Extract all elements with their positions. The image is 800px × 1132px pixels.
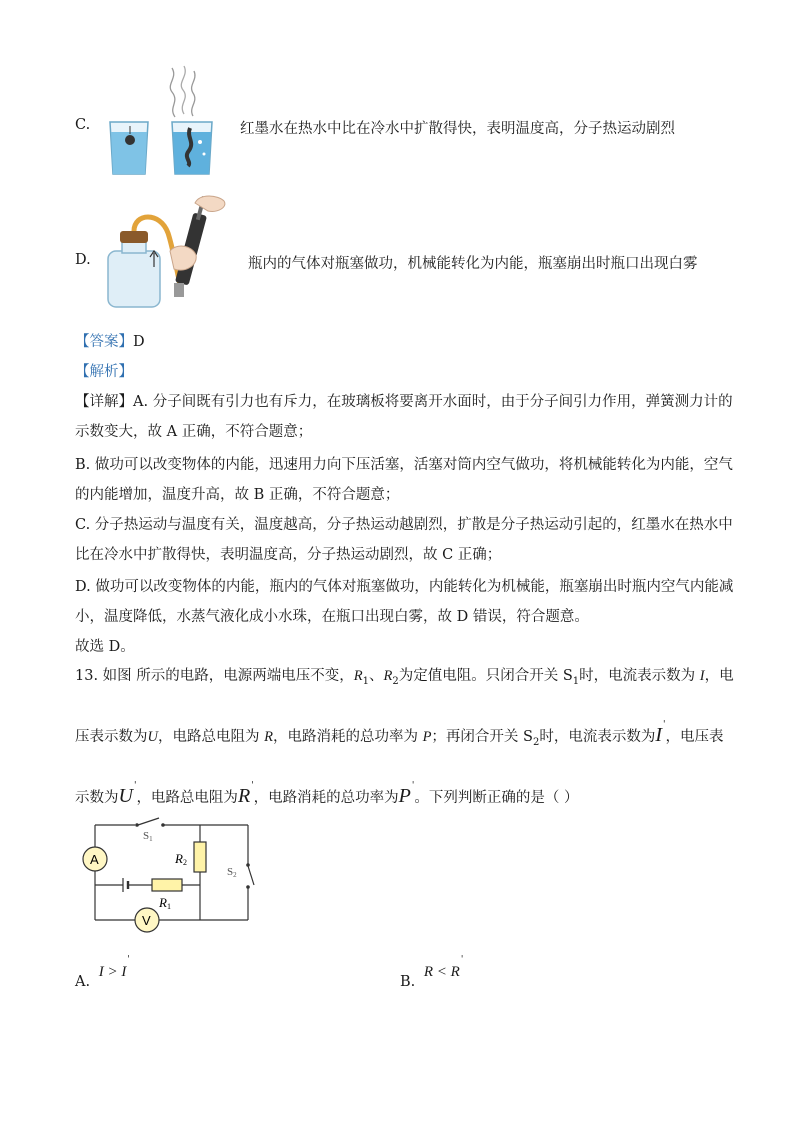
- option-d-label: D.: [75, 252, 91, 268]
- q13-sep: 、: [369, 668, 384, 684]
- q13-R-prime-mark: ': [251, 781, 254, 791]
- q13-l2d: ；再闭合开关 S: [431, 729, 533, 745]
- q13-r2: R: [383, 668, 393, 684]
- q13-U-prime: U: [118, 785, 133, 807]
- analysis-tag: 【解析】: [75, 364, 133, 380]
- q13-t2: 时，电流表示数为: [579, 668, 700, 684]
- answer-value: D: [133, 334, 145, 350]
- option-d-text: 瓶内的气体对瓶塞做功，机械能转化为内能，瓶塞崩出时瓶口出现白雾: [248, 256, 698, 272]
- ammeter-label: A: [90, 852, 99, 867]
- q13-l2a: 压表示数为: [75, 729, 148, 745]
- detail-line-3: B. 做功可以改变物体的内能，迅速用力向下压活塞，活塞对筒内空气做功，将机械能转化为内能，空气: [75, 457, 733, 473]
- q13-U: U: [147, 729, 158, 745]
- q13-l2f: ，电压表: [665, 729, 724, 745]
- q13-P-prime: P: [398, 785, 411, 807]
- q13-line-2: [75, 715, 724, 753]
- option-a: [75, 955, 130, 990]
- q13-t3: ，电: [704, 668, 734, 684]
- detail-line-2: 示数变大，故 A 正确，不符合题意；: [75, 424, 313, 440]
- q13-I-prime-mark: ': [663, 720, 666, 730]
- s2-label: S2: [227, 866, 237, 879]
- detail-line-1: [75, 392, 733, 412]
- q13-r2-sub: 2: [392, 675, 399, 687]
- option-c-text: 红墨水在热水中比在冷水中扩散得快，表明温度高，分子热运动剧烈: [240, 121, 675, 137]
- q13-l2e: 时，电流表示数为: [539, 729, 656, 745]
- r1-label: R1: [159, 895, 171, 911]
- q13-P: P: [422, 729, 432, 745]
- q13-t1: 为定值电阻。只闭合开关 S: [398, 668, 573, 684]
- q13-U-prime-mark: ': [133, 781, 137, 791]
- q13-l3a: 示数为: [75, 790, 119, 806]
- q13-R: R: [264, 729, 273, 745]
- detail-tag: 【详解】: [75, 394, 133, 410]
- q13-r1-sub: 1: [362, 675, 370, 687]
- detail-line-4: 的内能增加，温度升高，故 B 正确，不符合题意；: [75, 487, 400, 503]
- circuit-diagram: [75, 815, 265, 945]
- option-a-prime: ': [127, 955, 130, 965]
- voltmeter-label: V: [142, 913, 151, 928]
- detail-line-8: 小，温度降低，水蒸气液化成小水珠，在瓶口出现白雾，故 D 错误，符合题意。: [75, 609, 589, 625]
- option-b-prime: ': [460, 955, 464, 965]
- answer-line: [75, 332, 145, 352]
- q13-r1: R: [353, 668, 363, 684]
- q13-P-prime-mark: ': [411, 781, 415, 791]
- option-a-expr: I > I: [98, 964, 127, 980]
- q13-s1-sub: 1: [572, 675, 580, 687]
- option-c-label: C.: [75, 117, 91, 133]
- q13-line-3: [75, 776, 578, 808]
- q13-I-prime: I: [655, 724, 663, 746]
- detail-line-5: C. 分子热运动与温度有关，温度越高，分子热运动越剧烈，扩散是分子热运动引起的，红墨水在热水中: [75, 517, 733, 533]
- bottle-pump-figure: [100, 193, 240, 313]
- q13-line-1: [75, 666, 734, 692]
- q13-l2c: ，电路消耗的总功率为: [272, 729, 423, 745]
- q13-I: I: [699, 668, 705, 684]
- diffusion-beakers-figure: [100, 62, 225, 177]
- detail-line-7: D. 做功可以改变物体的内能，瓶内的气体对瓶塞做功，内能转化为机械能，瓶塞崩出时瓶内空气内能减: [75, 579, 734, 595]
- option-b-expr: R < R: [423, 964, 460, 980]
- q13-s2-sub: 2: [532, 736, 540, 748]
- detail-conclusion: 故选 D。: [75, 639, 135, 655]
- q13-R-prime: R: [237, 785, 251, 807]
- option-b: [400, 955, 464, 990]
- option-b-label: B.: [400, 974, 416, 990]
- q13-l2b: ，电路总电阻为: [157, 729, 265, 745]
- answer-tag: 【答案】: [75, 334, 133, 350]
- detail-text-1: A. 分子间既有引力也有斥力，在玻璃板将要离开水面时，由于分子间引力作用，弹簧测力计的: [133, 394, 733, 410]
- q13-l3d: 。下列判断正确的是（ ）: [414, 790, 579, 806]
- q13-l3c: ，电路消耗的总功率为: [253, 790, 399, 806]
- r2-label: R2: [175, 851, 187, 867]
- option-a-label: A.: [75, 974, 91, 990]
- q13-l3b: ，电路总电阻为: [136, 790, 238, 806]
- q13-number-text: 13. 如图 所示的电路，电源两端电压不变，: [75, 668, 354, 684]
- s1-label: S1: [143, 830, 153, 843]
- analysis-line: [75, 362, 133, 382]
- detail-line-6: 比在冷水中扩散得快，表明温度高，分子热运动剧烈，故 C 正确；: [75, 547, 502, 563]
